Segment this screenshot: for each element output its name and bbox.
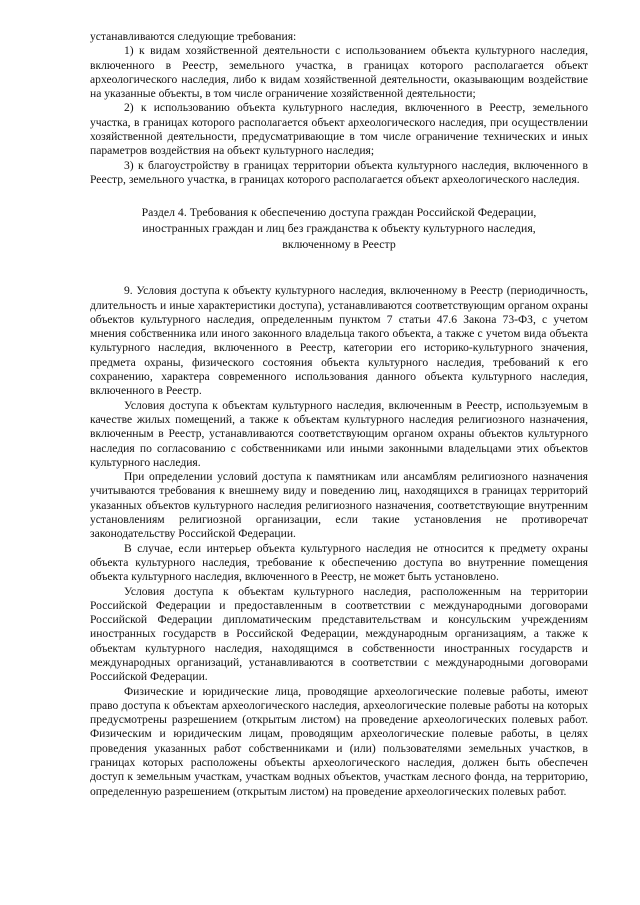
paragraph-international: Условия доступа к объектам культурного наследия, расположенным на территории Российской Федерации и предоставленным в соответствии с международными договорами Российской Федерации дипломатическим представительствам и консульским учреждениям иностранных государств в Российской Федерации, международным организациям, а также к объектам культурного наследия, находящимся в собственности иностранных государств и международных организаций, устанавливаются в соответствии с международными договорами Российской Федерации. <box>90 584 588 684</box>
section-title-line-1: Раздел 4. Требования к обеспечению доступа граждан Российской Федерации, <box>141 205 537 220</box>
paragraph-interior: В случае, если интерьер объекта культурного наследия не относится к предмету охраны объекта культурного наследия, требование к обеспечению доступа во внутренние помещения объекта культурного наследия, включенного в Реестр, не может быть установлено. <box>90 541 588 584</box>
section-title-line-2: иностранных граждан и лиц без гражданства к объекту культурного наследия, <box>142 221 536 236</box>
paragraph-religious: При определении условий доступа к памятникам или ансамблям религиозного назначения учитываются требования к внешнему виду и поведению лиц, находящихся в границах территорий указанных объектов культурного наследия религиозного назначения, соответствующие внутренним установлениям религиозной организации, если такие установления не противоречат законодательству Российской Федерации. <box>90 470 588 541</box>
paragraph-access-residential: Условия доступа к объектам культурного наследия, включенным в Реестр, используемым в качестве жилых помещений, а также к объектам культурного наследия религиозного назначения, включенным в Реестр, устанавливаются соответствующим органом охраны объектов культурного наследия по согласованию с собственниками или иными законными владельцами этих объектов культурного наследия. <box>90 398 588 469</box>
list-item-1: 1) к видам хозяйственной деятельности с использованием объекта культурного наследия, включенного в Реестр, земельного участка, в границах которого располагается объект археологического наследия, либо к видам хозяйственной деятельности, оказывающим воздействие на указанные объекты, в том числе ограничение хозяйственной деятельности; <box>90 44 588 101</box>
intro-line: устанавливаются следующие требования: <box>90 30 297 43</box>
section-title <box>90 204 588 252</box>
section-title-line-3: включенному в Реестр <box>282 237 396 252</box>
spacer <box>90 268 588 284</box>
list-item-3: 3) к благоустройству в границах территории объекта культурного наследия, включенного в Реестр, земельного участка, в границах которого располагается объект археологического наследия. <box>90 158 588 186</box>
list-item-2: 2) к использованию объекта культурного наследия, включенного в Реестр, земельного участка, в границах которого располагается объект археологического наследия, при осуществлении хозяйственной деятельности, предусматривающие в том числе ограничение технических и иных параметров воздействия на объект культурного наследия; <box>90 101 588 158</box>
paragraph-9: 9. Условия доступа к объекту культурного наследия, включенному в Реестр (периодичность, длительность и иные характеристики доступа), устанавливаются соответствующим органом охраны объектов культурного наследия, определенным пунктом 7 статьи 47.6 Закона 73-ФЗ, с учетом мнения собственника или иного законного владельца такого объекта, а также с учетом вида объекта культурного наследия, включенного в Реестр, категории его историко-культурного значения, предмета охраны, физического состояния объекта культурного наследия, требований к его сохранению, характера современного использования данного объекта культурного наследия, включенного в Реестр. <box>90 284 588 398</box>
paragraph-archaeological: Физические и юридические лица, проводящие археологические полевые работы, имеют право доступа к объектам археологического наследия, археологические полевые работы на которых предусмотрены разрешением (открытым листом) на проведение археологических полевых работ. Физическим и юридическим лицам, проводящим археологические полевые работы, в целях проведения указанных работ собственниками и (или) пользователями земельных участков, в границах которых расположены объекты археологического наследия, должен быть обеспечен доступ к земельным участкам, участкам водных объектов, участкам лесного фонда, на территорию, определенную разрешением (открытым листом) на проведение археологических полевых работ. <box>90 684 588 798</box>
